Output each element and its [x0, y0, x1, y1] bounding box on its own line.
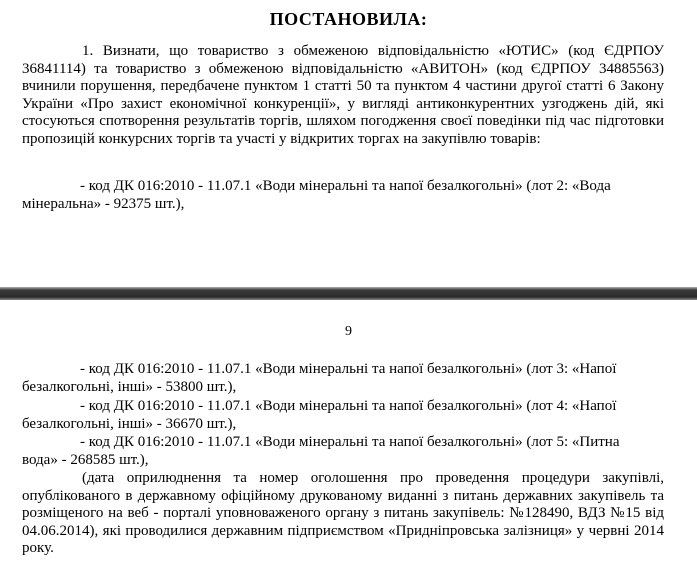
page-break-divider: [0, 287, 697, 300]
lot-5-line-2: вода» - 268585 шт.),: [22, 451, 149, 468]
lot-5-item: [22, 434, 664, 469]
lot-2-item: [22, 178, 664, 213]
page-number: 9: [345, 324, 352, 339]
lot-2-line-2: мінеральна» - 92375 шт.),: [22, 195, 185, 212]
lot-4-line-2: безалкогольні, інші» - 36670 шт.),: [22, 415, 237, 432]
decision-paragraph-1: 1. Визнати, що товариство з обмеженою відповідальністю «ЮТИС» (код ЄДРПОУ 36841114) та товариство з обмеженою відповідальністю «АВИТОН» (код ЄДРПОУ 34885563) вчинили порушення, передбачене пунктом 1 статті 50 та пунктом 4 частини другої статті 6 Закону України «Про захист економічної конкуренції», у вигляді антиконкурентних узгоджень дій, які стосуються спотворення результатів торгів, шляхом погодження своєї поведінки під час підготовки пропозицій конкурсних торгів та участі у відкритих торгах на закупівлю товарів:: [22, 43, 664, 147]
decision-heading: ПОСТАНОВИЛА:: [269, 9, 428, 29]
lot-3-item: [22, 361, 664, 396]
document-page-bottom: [0, 300, 697, 567]
publication-paragraph: (дата оприлюднення та номер оголошення про проведення процедури закупівлі, опублікованого в державному офіційному друкованому виданні з питань державних закупівель та розміщеного на веб - порталі уповноваженого органу з питань закупівель: №128490, ВДЗ №15 від 04.06.2014), які проводилися державним підприємством «Придніпровська залізниця» у червні 2014 року.: [22, 470, 664, 557]
lot-5-line-1: - код ДК 016:2010 - 11.07.1 «Води мінеральні та напої безалкогольні» (лот 5: «Питна: [80, 434, 620, 450]
lot-3-line-1: - код ДК 016:2010 - 11.07.1 «Води мінеральні та напої безалкогольні» (лот 3: «Напої: [80, 361, 617, 377]
lot-3-line-2: безалкогольні, інші» - 53800 шт.),: [22, 378, 237, 395]
lot-2-line-1: - код ДК 016:2010 - 11.07.1 «Води мінеральні та напої безалкогольні» (лот 2: «Вода: [80, 178, 611, 194]
lot-4-item: [22, 398, 664, 433]
lot-4-line-1: - код ДК 016:2010 - 11.07.1 «Води мінеральні та напої безалкогольні» (лот 4: «Напої: [80, 398, 617, 414]
